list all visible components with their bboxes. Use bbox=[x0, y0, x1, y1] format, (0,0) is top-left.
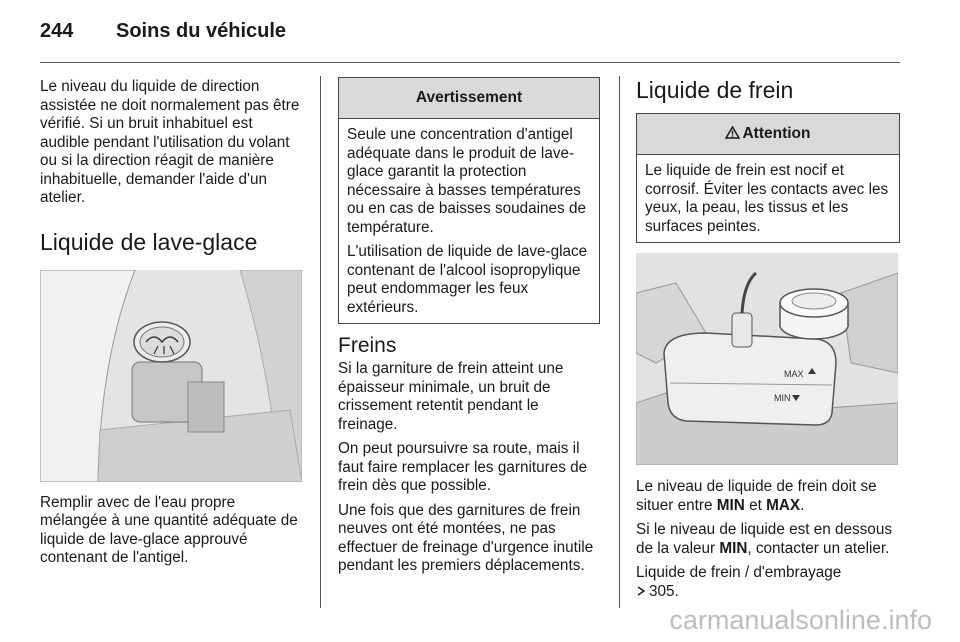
page-title: Soins du véhicule bbox=[116, 20, 287, 42]
brake-fluid-reservoir-image bbox=[636, 253, 898, 465]
reservoir-min-label: MIN bbox=[774, 393, 791, 403]
brake-fluid-heading: Liquide de frein bbox=[636, 77, 794, 103]
warning-triangle-icon bbox=[725, 126, 740, 139]
reservoir-max-label: MAX bbox=[784, 369, 804, 379]
brakes-paragraph-3: Une fois que des garnitures de frein neuves ont été montées, ne pas effectuer de freinage d'urgence inutile pendant les premiers déplacements. bbox=[338, 501, 594, 574]
steering-fluid-paragraph: Le niveau du liquide de direction assistée ne doit normalement pas être vérifié. Si un bruit inhabituel est audible pendant l'utilisation du volant ou si la direction réagit de manière inhabituelle, demander l'aide d'un atelier. bbox=[40, 78, 300, 206]
warning-paragraph-2: L'utilisation de liquide de lave-glace contenant de l'alcool isopropylique peut endommager les feux extérieurs. bbox=[347, 243, 588, 316]
column-left bbox=[40, 78, 305, 574]
brakes-paragraph-2: On peut poursuivre sa route, mais il faut faire remplacer les garnitures de frein dès que possible. bbox=[338, 440, 588, 494]
page-reference-link[interactable]: 305. bbox=[636, 583, 679, 600]
brakes-heading: Freins bbox=[338, 334, 397, 357]
brake-fluid-low-paragraph: Si le niveau de liquide est en dessous de la valeur MIN, contacter un atelier. bbox=[636, 521, 892, 557]
page-number: 244 bbox=[40, 20, 74, 42]
washer-fluid-paragraph: Remplir avec de l'eau propre mélangée à une quantité adéquate de liquide de lave-glace approuvé contenant de l'antigel. bbox=[40, 493, 298, 566]
warning-paragraph-1: Seule une concentration d'antigel adéquate dans le produit de lave-glace garantit la protection nécessaire à basses températures ou en cas de baisses soudaines de température. bbox=[347, 126, 586, 236]
warning-box bbox=[338, 77, 600, 324]
warning-title: Avertissement bbox=[339, 78, 599, 119]
column-divider-right bbox=[619, 76, 620, 608]
brakes-paragraph-1: Si la garniture de frein atteint une épaisseur minimale, un bruit de crissement retentit pendant le freinage. bbox=[338, 360, 564, 433]
column-divider-left bbox=[320, 76, 321, 608]
column-right bbox=[636, 76, 900, 607]
watermark: carmanualsonline.info bbox=[669, 605, 932, 635]
page-reference-arrow-icon bbox=[636, 586, 646, 596]
attention-paragraph: Le liquide de frein est nocif et corrosif. Éviter les contacts avec les yeux, la peau, les tissus et les surfaces peintes. bbox=[645, 162, 889, 235]
attention-box bbox=[636, 113, 900, 243]
header-rule bbox=[40, 62, 900, 63]
washer-fluid-heading: Liquide de lave-glace bbox=[40, 228, 258, 255]
brake-fluid-reference: Liquide de frein / d'embrayage 305. bbox=[636, 564, 842, 600]
brake-fluid-level-paragraph: Le niveau de liquide de frein doit se situer entre MIN et MAX. bbox=[636, 478, 877, 514]
page-header bbox=[40, 20, 286, 43]
washer-reservoir-image bbox=[40, 270, 302, 482]
attention-title: Attention bbox=[742, 125, 811, 142]
attention-header bbox=[637, 114, 899, 155]
column-middle bbox=[338, 77, 600, 582]
